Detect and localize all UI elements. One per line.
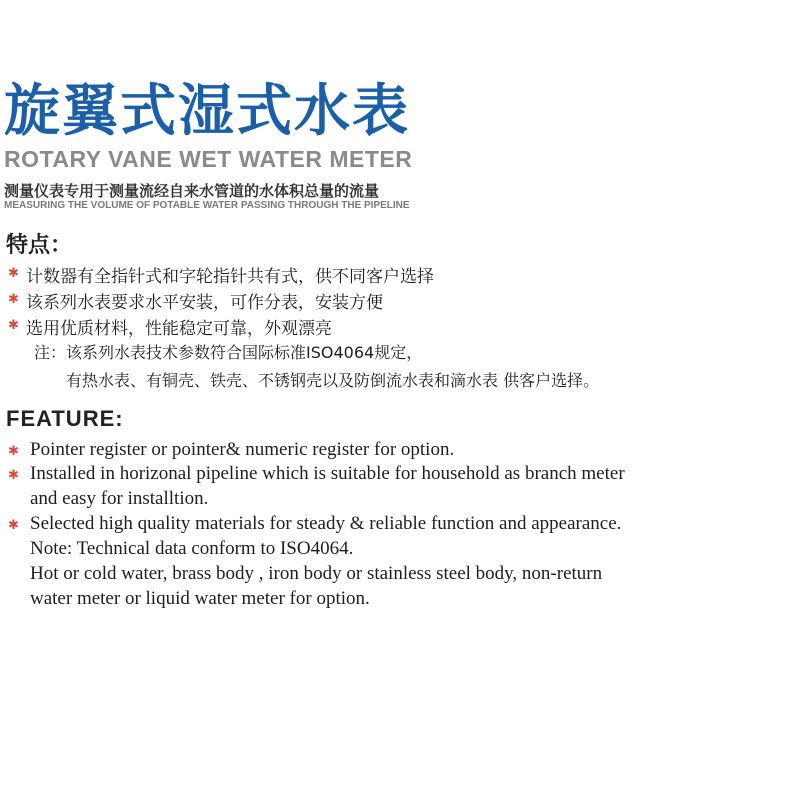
- asterisk-bullet-icon: ✱: [8, 518, 19, 533]
- feature-item-en-2-line-1: Installed in horizonal pipeline which is suitable for household as branch meter: [30, 463, 625, 484]
- feature-item-cn-2: 该系列水表要求水平安装，可作分表，安装方便: [26, 293, 383, 313]
- note-cn-line-1: 注：该系列水表技术参数符合国际标准ISO4064规定，: [34, 343, 423, 362]
- subtitle-cn: 测量仪表专用于测量流经自来水管道的水体积总量的流量: [4, 182, 380, 200]
- feature-item-en-2-line-2: and easy for installtion.: [30, 488, 209, 509]
- note-en-line-3: water meter or liquid water meter for option.: [30, 588, 370, 609]
- features-heading-cn: 特点：: [6, 233, 73, 258]
- feature-item-cn-3: 选用优质材料，性能稳定可靠，外观漂亮: [26, 319, 332, 339]
- subtitle-en: MEASURING THE VOLUME OF POTABLE WATER PASSING THROUGH THE PIPELINE: [4, 200, 410, 211]
- asterisk-bullet-icon: ✱: [8, 318, 19, 333]
- feature-item-en-3: Selected high quality materials for steady & reliable function and appearance.: [30, 513, 622, 534]
- page-title-en: ROTARY VANE WET WATER METER: [4, 146, 413, 172]
- asterisk-bullet-icon: ✱: [8, 444, 19, 459]
- note-en-line-2: Hot or cold water, brass body , iron body or stainless steel body, non-return: [30, 563, 603, 584]
- page-title-cn: 旋翼式湿式水表: [4, 79, 410, 144]
- asterisk-bullet-icon: ✱: [8, 468, 19, 483]
- feature-item-en-1: Pointer register or pointer& numeric register for option.: [30, 439, 455, 460]
- note-cn-line-2: 有热水表、有铜壳、铁壳、不锈钢壳以及防倒流水表和滴水表 供客户选择。: [66, 371, 600, 390]
- note-en-line-1: Note: Technical data conform to ISO4064.: [30, 538, 354, 559]
- features-heading-en: FEATURE:: [6, 406, 124, 431]
- asterisk-bullet-icon: ✱: [8, 292, 19, 307]
- asterisk-bullet-icon: ✱: [8, 266, 19, 281]
- feature-item-cn-1: 计数器有全指针式和字轮指针共有式，供不同客户选择: [26, 267, 434, 287]
